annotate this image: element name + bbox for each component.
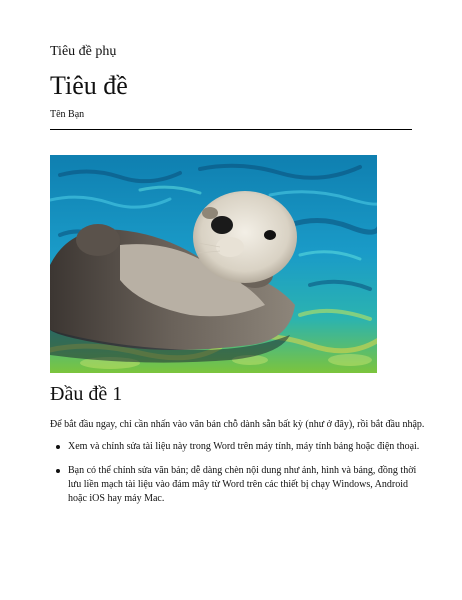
body-paragraph[interactable]: Để bắt đầu ngay, chỉ cần nhấn vào văn bản chỗ dành sẵn bất kỳ (như ở đây), rồi bắt đầu nhập. [50, 419, 425, 430]
list-item[interactable] [50, 464, 420, 506]
bullet-list [50, 440, 420, 516]
document-subtitle[interactable]: Tiêu đề phụ [50, 44, 117, 59]
bullet-icon [56, 445, 60, 449]
list-item-text: Bạn có thể chỉnh sửa văn bản; dễ dàng chèn nội dung như ảnh, hình và bảng, đồng thời lưu liền mạch tài liệu vào đám mây từ Word trên các thiết bị chạy Windows, Android hoặc iOS hay máy Mac. [68, 465, 417, 504]
sea-otter-image [50, 155, 377, 373]
sea-otter-photo[interactable] [50, 155, 377, 373]
list-item-text: Xem và chỉnh sửa tài liệu này trong Word trên máy tính, máy tính bảng hoặc điện thoại. [68, 441, 420, 452]
list-item[interactable] [50, 440, 420, 454]
title-divider [50, 129, 412, 130]
document-title[interactable]: Tiêu đề [50, 71, 128, 100]
heading-1[interactable]: Đầu đề 1 [50, 383, 123, 405]
document-author[interactable]: Tên Bạn [50, 109, 85, 120]
bullet-icon [56, 469, 60, 473]
